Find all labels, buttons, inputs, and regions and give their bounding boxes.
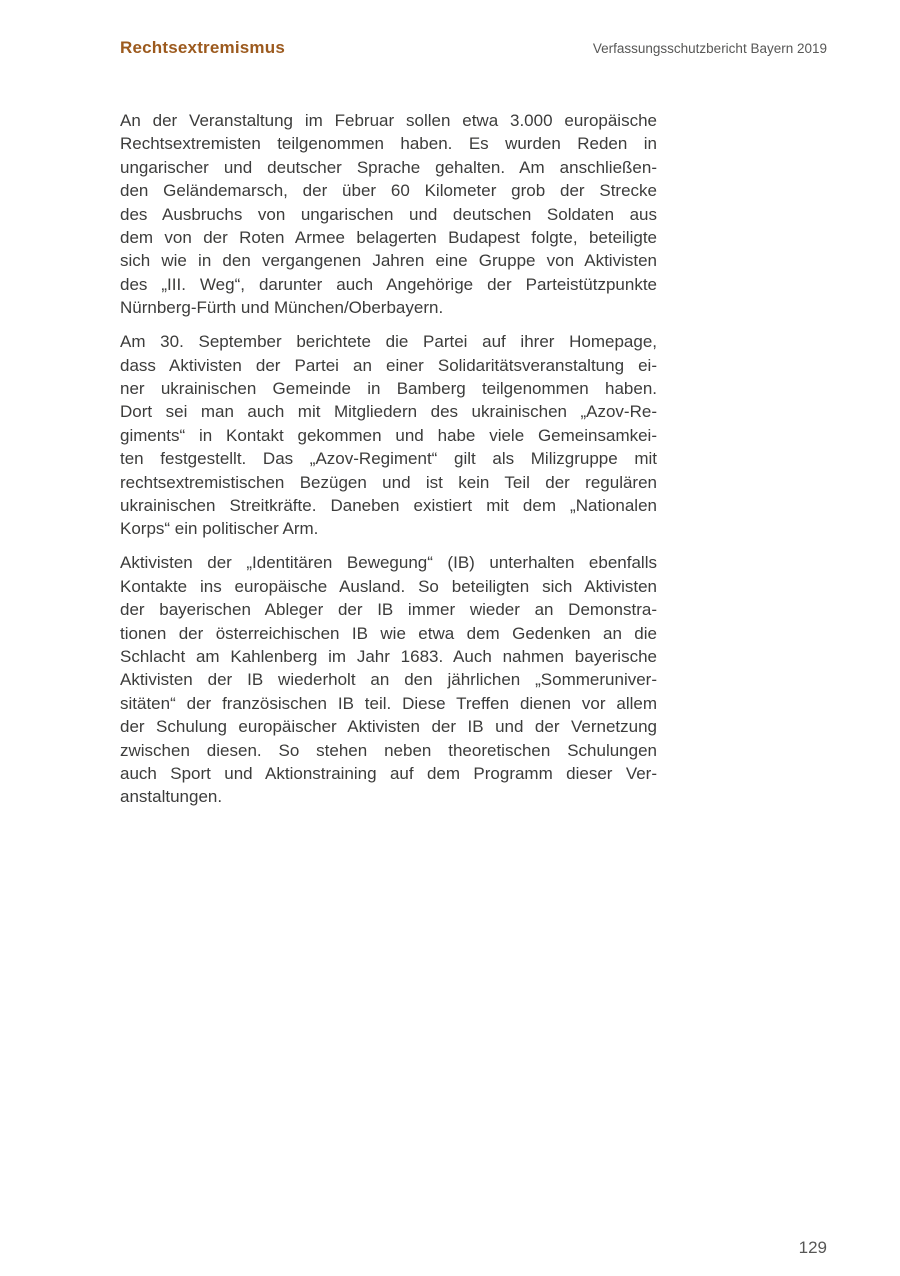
text-line: ukrainischen Streitkräfte. Daneben existiert mit dem „Nationalen [120, 496, 657, 515]
text-line: der Schulung europäischer Aktivisten der IB und der Vernetzung [120, 717, 657, 737]
text-line: anstaltungen. [120, 787, 223, 807]
text-line: dass Aktivisten der Partei an einer Solidaritätsveranstaltung ei- [120, 355, 657, 375]
text-line: zwischen diesen. So stehen neben theoretischen Schulungen [120, 740, 657, 760]
text-line: ungarischer und deutscher Sprache gehalten. Am anschließen- [120, 157, 657, 177]
body-text [120, 109, 657, 809]
text-line: An der Veranstaltung im Februar sollen etwa 3.000 europäische [120, 111, 657, 130]
paragraph [120, 330, 657, 541]
text-line: Schlacht am Kahlenberg im Jahr 1683. Auch nahmen bayerische [120, 646, 657, 666]
text-line: tionen der österreichischen IB wie etwa dem Gedenken an die [120, 623, 657, 643]
page-header [120, 38, 827, 58]
text-line: Aktivisten der „Identitären Bewegung“ (IB) unterhalten ebenfalls [120, 553, 657, 573]
text-line: der bayerischen Ableger der IB immer wieder an Demonstra- [120, 600, 657, 620]
text-line: Dort sei man auch mit Mitgliedern des ukrainischen „Azov-Re- [120, 402, 657, 422]
text-line: des Ausbruchs von ungarischen und deutschen Soldaten aus [120, 204, 657, 224]
page-footer [799, 1238, 827, 1258]
paragraph [120, 551, 657, 808]
text-line: Am 30. September berichtete die Partei auf ihrer Homepage, [120, 332, 657, 352]
text-line: ner ukrainischen Gemeinde in Bamberg teilgenommen haben. [120, 378, 657, 398]
text-line: auch Sport und Aktionstraining auf dem Programm dieser Ver- [120, 763, 657, 783]
text-line: sitäten“ der französischen IB teil. Diese Treffen dienen vor allem [120, 693, 657, 713]
text-line: dem von der Roten Armee belagerten Budapest folgte, beteiligte [120, 228, 657, 248]
text-line: Kontakte ins europäische Ausland. So beteiligten sich Aktivisten [120, 576, 657, 596]
text-line: sich wie in den vergangenen Jahren eine Gruppe von Aktivisten [120, 251, 657, 271]
text-line: giments“ in Kontakt gekommen und habe viele Gemeinsamkei- [120, 425, 657, 445]
text-line: ten festgestellt. Das „Azov-Regiment“ gilt als Milizgruppe mit [120, 449, 657, 469]
text-line: Rechtsextremisten teilgenommen haben. Es wurden Reden in [120, 134, 657, 154]
text-line: Korps“ ein politischer Arm. [120, 519, 319, 539]
report-title: Verfassungsschutzbericht Bayern 2019 [592, 41, 827, 56]
text-line: den Geländemarsch, der über 60 Kilometer grob der Strecke [120, 181, 657, 201]
text-line: Aktivisten der IB wiederholt an den jährlichen „Sommeruniver- [120, 670, 657, 690]
text-line: rechtsextremistischen Bezügen und ist kein Teil der regulären [120, 472, 657, 492]
paragraph [120, 109, 657, 320]
section-title: Rechtsextremismus [120, 38, 285, 57]
text-line: Nürnberg-Fürth und München/Oberbayern. [120, 298, 444, 318]
page-number: 129 [798, 1238, 827, 1257]
text-line: des „III. Weg“, darunter auch Angehörige der Parteistützpunkte [120, 274, 657, 294]
